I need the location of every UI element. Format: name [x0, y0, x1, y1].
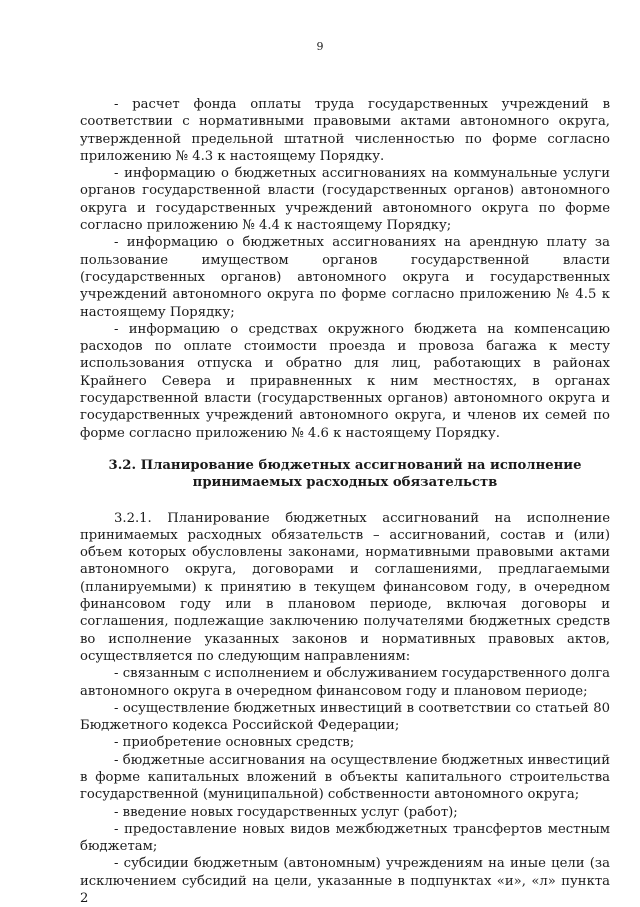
- paragraph-travel-compensation: - информацию о средствах окружного бюджета на компенсацию расходов по оплате стоимости проезда и провоза багажа к месту использования отпуска и обратно для лиц, работающих в районах Крайнего Севера и приравненных к ним местностях, в органах государственной власти (государственных органов) автономного округа и государственных учреждений автономного округа, и членов их семей по форме согласно приложению № 4.6 к настоящему Порядку.: [80, 321, 610, 441]
- section-heading-line-2: принимаемых расходных обязательств: [192, 475, 498, 491]
- list-item-state-debt: - связанным с исполнением и обслуживанием государственного долга автономного округа в очередном финансовом году и плановом периоде;: [80, 666, 610, 699]
- paragraph-fund-calculation: - расчет фонда оплаты труда государственных учреждений в соответствии с нормативными правовыми актами автономного округа, утвержденной предельной штатной численностью по форме согласно приложению № 4.3 к настоящему Порядку.: [80, 97, 610, 164]
- paragraph-rent: - информацию о бюджетных ассигнованиях на арендную плату за пользование имуществом органов государственной власти (государственных органов) автономного округа и государственных учреждений автономного округа по форме согласно приложению № 4.5 к настоящему Порядку;: [80, 235, 610, 320]
- list-item-new-services: - введение новых государственных услуг (работ);: [114, 804, 458, 820]
- section-heading-line-1: 3.2. Планирование бюджетных ассигнований на исполнение: [108, 457, 582, 473]
- list-item-interbudget-transfers: - предоставление новых видов межбюджетных трансфертов местным бюджетам;: [80, 821, 610, 855]
- list-item-subsidies: - субсидии бюджетным (автономным) учреждениям на иные цели (за исключением субсидий на цели, указанные в подпунктах «и», «л» пункта 2: [80, 856, 610, 907]
- list-item-capital-investments: - бюджетные ассигнования на осуществление бюджетных инвестиций в форме капитальных вложений в объекты капитального строительства государственной (муниципальной) собственности автономного округа;: [80, 752, 610, 803]
- list-item-budget-investments: - осуществление бюджетных инвестиций в соответствии со статьей 80 Бюджетного кодекса Российской Федерации;: [80, 700, 610, 734]
- list-item-fixed-assets: - приобретение основных средств;: [114, 735, 355, 751]
- paragraph-3-2-1: 3.2.1. Планирование бюджетных ассигнований на исполнение принимаемых расходных обязательств – ассигнований, состав и (или) объем которых обусловлены законами, нормативными правовыми актами автономного округа, договорами и соглашениями, предлагаемыми (планируемыми) к принятию в текущем финансовом году, в очередном финансовом году или в плановом периоде, включая договоры и соглашения, подлежащие заключению получателями бюджетных средств во исполнение указанных законов и нормативных правовых актов, осуществляется по следующим направлениям:: [80, 510, 610, 664]
- paragraph-utilities: - информацию о бюджетных ассигнованиях на коммунальные услуги органов государственной власти (государственных органов) автономного округа и государственных учреждений автономного округа по форме согласно приложению № 4.4 к настоящему Порядку;: [80, 166, 610, 234]
- document-body: [80, 96, 610, 907]
- page-number: 9: [316, 40, 324, 53]
- section-heading-3-2: [80, 457, 610, 492]
